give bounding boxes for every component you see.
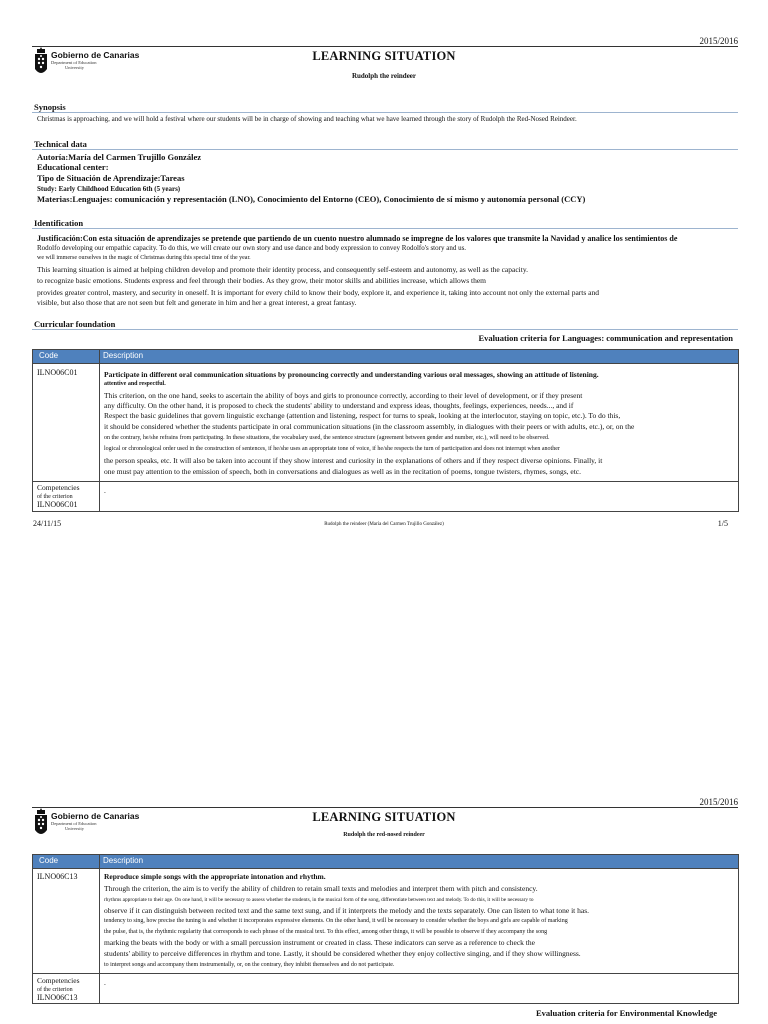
criterion-line: Respect the basic guidelines that govern linguistic exchange (attention and listening, respect for turns to speak, looking at the interlocutor, staying on topic, etc.). To do this, bbox=[104, 411, 621, 420]
criterion-title: Reproduce simple songs with the appropriate intonation and rhythm. bbox=[104, 872, 326, 881]
column-divider bbox=[99, 350, 100, 511]
subjects-line: Materias:Lenguajes: comunicación y representación (LNO), Conocimiento del Entorno (CEO), Conocimiento de sí mismo y autonomía personal (CCY) bbox=[37, 194, 586, 204]
criteria-title-2: Evaluation criteria for Environmental Knowledge bbox=[535, 1008, 717, 1018]
author-line: Autoría:María del Carmen Trujillo González bbox=[37, 152, 201, 162]
row-divider bbox=[33, 973, 738, 974]
identification-line: Rodolfo developing our empathic capacity. To do this, we will create our own story and use dance and body expression to convey Rodolfo's story and us. bbox=[37, 244, 467, 252]
dept-line-2: University bbox=[65, 826, 84, 831]
criterion-line: logical or chronological order used in the construction of sentences, if he/she uses an appropriate tone of voice, if he/she respects the turn of participation and does not interrupt when another bbox=[104, 446, 560, 452]
identification-line: we will immerse ourselves in the magic of Christmas during this special time of the year. bbox=[37, 255, 251, 261]
criterion-title: Participate in different oral communication situations by pronouncing correctly and understanding various oral messages, showing an attitude of listening. bbox=[104, 370, 599, 379]
criterion-code: ILNO06C13 bbox=[37, 872, 78, 881]
identification-line: This learning situation is aimed at helping children develop and promote their identity process, and consequently self-esteem and autonomy, as well as the capacity. bbox=[37, 265, 528, 274]
dept-line-2: University bbox=[65, 65, 84, 70]
identification-line: to recognize basic emotions. Students express and feel through their bodies. As they grow, their motor skills and abilities increase, which allows them bbox=[37, 276, 486, 285]
criterion-table-2 bbox=[32, 854, 739, 1004]
identification-line: visible, but also those that are not seen but felt and generate in him and her a great interest, a great fantasy. bbox=[37, 298, 357, 307]
footer-center: Rudolph the reindeer (María del Carmen Trujillo González) bbox=[324, 522, 444, 527]
competencies-sublabel: of the criterion bbox=[37, 987, 73, 993]
org-name: Gobierno de Canarias bbox=[51, 50, 140, 60]
curricular-heading: Curricular foundation bbox=[34, 319, 116, 329]
criterion-line: the person speaks, etc. It will also be taken into account if they show interest and curiosity in the explanations of others and if they respect diverse opinions. Finally, it bbox=[104, 456, 603, 465]
criterion-table bbox=[32, 349, 739, 512]
page-title-2: LEARNING SITUATION bbox=[312, 810, 456, 824]
competencies-value: . bbox=[104, 486, 106, 495]
identification-heading: Identification bbox=[34, 218, 84, 228]
criterion-line: Through the criterion, the aim is to verify the ability of children to retain small texts and melodies and interpret them with pitch and consistency. bbox=[104, 884, 538, 893]
technical-rule bbox=[32, 149, 738, 150]
justification-line: Justificación:Con esta situación de aprendizajes se pretende que partiendo de un cuento nuestro alumnado se impregne de los valores que transmite la Navidad y analice los sentimientos de bbox=[37, 234, 678, 243]
page-subtitle-2: Rudolph the red-nosed reindeer bbox=[343, 832, 425, 838]
page-title: LEARNING SITUATION bbox=[312, 49, 456, 63]
criterion-line: students' ability to perceive differences in rhythm and tone. Lastly, it should be considered whether they enjoy collective singing, and if they show willingness. bbox=[104, 949, 581, 958]
competencies-code: ILNO06C13 bbox=[37, 993, 78, 1002]
synopsis-heading: Synopsis bbox=[34, 102, 66, 112]
criterion-code: ILNO06C01 bbox=[37, 368, 78, 377]
col-code: Code bbox=[39, 856, 59, 865]
criterion-line: attentive and respectful. bbox=[104, 381, 166, 387]
study-line: Study: Early Childhood Education 6th (5 years) bbox=[37, 185, 181, 193]
school-year: 2015/2016 bbox=[699, 36, 738, 46]
column-divider bbox=[99, 855, 100, 1003]
technical-heading: Technical data bbox=[34, 139, 87, 149]
criterion-line: This criterion, on the one hand, seeks to ascertain the ability of boys and girls to pronounce correctly, according to their level of development, or if they present bbox=[104, 391, 583, 400]
competencies-sublabel: of the criterion bbox=[37, 494, 73, 500]
criterion-line: to interpret songs and accompany them instrumentally, or, on the contrary, they inhibit themselves and do not participate. bbox=[104, 962, 395, 968]
row-divider bbox=[33, 481, 738, 482]
page-subtitle: Rudolph the reindeer bbox=[351, 72, 417, 80]
footer-date: 24/11/15 bbox=[33, 519, 62, 528]
curricular-rule bbox=[32, 329, 738, 330]
identification-rule bbox=[32, 228, 738, 229]
criterion-line: any difficulty. On the other hand, it is proposed to check the students' ability to understand and express ideas, thoughts, feelings, experiences, needs..., and if bbox=[104, 401, 574, 410]
criterion-line: the pulse, that is, the rhythmic regularity that corresponds to each phrase of the musical text. To this effect, among other things, it will be possible to observe if they accompany the song bbox=[104, 929, 548, 935]
col-description: Description bbox=[103, 351, 144, 360]
school-year-2: 2015/2016 bbox=[699, 797, 738, 807]
criterion-line: tendency to sing, how precise the tuning is and whether it incorporates expressive elements. On the other hand, it will be necessary to consider whether the boys and girls are capable of marking bbox=[104, 918, 568, 924]
dept-line: Department of Education bbox=[51, 60, 97, 65]
competencies-label: Competencies bbox=[37, 976, 80, 985]
type-line: Tipo de Situación de Aprendizaje:Tareas bbox=[37, 173, 185, 183]
dept-line: Department of Education bbox=[51, 821, 97, 826]
col-description: Description bbox=[103, 856, 144, 865]
criterion-line: observe if it can distinguish between recited text and the same text sung, and if it interprets the melody and the texts separately. One can listen to what tone it has. bbox=[104, 906, 589, 915]
criterion-line: it should be considered whether the students participate in oral communication situations (in the classroom assembly, in dialogues with their peers or with adults, etc.), or, on the bbox=[104, 422, 635, 431]
table-header bbox=[33, 855, 738, 869]
org-name: Gobierno de Canarias bbox=[51, 811, 140, 821]
synopsis-text: Christmas is approaching, and we will hold a festival where our students will be in charge of showing and teaching what we have learned through the story of Rudolph the Red-Nosed Reindeer. bbox=[37, 115, 577, 123]
center-line: Educational center: bbox=[37, 162, 109, 172]
criterion-line: marking the beats with the body or with a small percussion instrument or created in class. These indicators can serve as a reference to check the bbox=[104, 938, 535, 947]
synopsis-rule bbox=[32, 112, 738, 113]
criterion-line: one must pay attention to the emission of speech, both in conversations and dialogues as well as in the recitation of poems, tongue twisters, rhymes, songs, etc. bbox=[104, 467, 581, 476]
footer-page: 1/5 bbox=[717, 519, 728, 528]
criterion-line: rhythms appropriate to their age. On one hand, it will be necessary to assess whether the students, in the musical form of the song, differentiate between text and melody. To do this, it will be necessary to bbox=[104, 897, 534, 903]
criterion-line: on the contrary, he/she refrains from participating. In these situations, the vocabulary used, the sentence structure (agreement between gender and number, etc.), will need to be observed. bbox=[104, 435, 550, 441]
criteria-title: Evaluation criteria for Languages: communication and representation bbox=[478, 333, 733, 343]
competencies-label: Competencies bbox=[37, 483, 80, 492]
table-header bbox=[33, 350, 738, 364]
identification-line: provides greater control, mastery, and security in oneself. It is important for every child to know their body, explore it, and experience it, taking into account not only the external parts and bbox=[37, 288, 599, 297]
col-code: Code bbox=[39, 351, 59, 360]
competencies-value: . bbox=[104, 978, 106, 987]
competencies-code: ILNO06C01 bbox=[37, 500, 78, 509]
